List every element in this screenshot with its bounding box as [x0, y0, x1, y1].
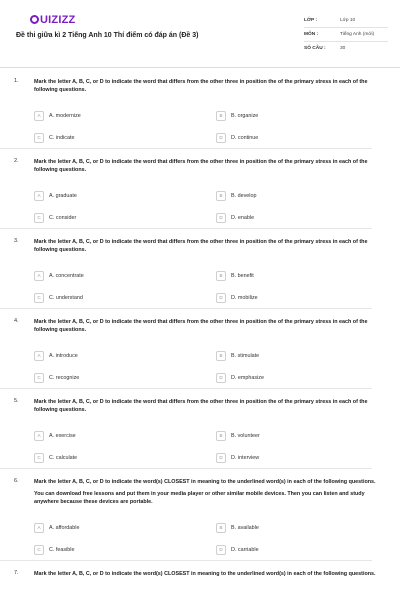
worksheet-header	[0, 0, 400, 68]
answer-option-b[interactable]	[216, 190, 386, 202]
answer-option-c[interactable]	[34, 372, 204, 384]
answer-option-c[interactable]	[34, 544, 204, 556]
option-label: C. feasible	[49, 547, 75, 553]
answer-options	[34, 420, 386, 464]
question-text: Mark the letter A, B, C, or D to indicate the word that differs from the other three in position the of the primary stress in each of the following questions.	[34, 159, 368, 173]
option-letter-box[interactable]: A	[34, 191, 44, 201]
meta-key: SỐ CÂU :	[304, 46, 326, 51]
option-label: B. volunteer	[231, 433, 260, 439]
option-letter-box[interactable]: A	[34, 523, 44, 533]
option-letter-box[interactable]: B	[216, 431, 226, 441]
question-number: 3.	[14, 238, 19, 244]
option-label: D. enable	[231, 215, 255, 221]
answer-option-a[interactable]	[34, 190, 204, 202]
question-text: Mark the letter A, B, C, or D to indicate the word that differs from the other three in position the of the primary stress in each of the following questions.	[34, 399, 368, 413]
option-letter-box[interactable]: D	[216, 545, 226, 555]
question-item	[14, 570, 386, 578]
option-letter-box[interactable]: C	[34, 373, 44, 383]
meta-value: Tiếng Anh (mới)	[340, 32, 375, 37]
option-label: C. consider	[49, 215, 77, 221]
question-item	[14, 158, 386, 224]
option-label: C. recognize	[49, 375, 80, 381]
answer-option-a[interactable]	[34, 430, 204, 442]
question-divider	[0, 308, 372, 309]
worksheet-title: Đề thi giữa kì 2 Tiếng Anh 10 Thí điểm có đáp án (Đề 3)	[16, 32, 199, 39]
question-number: 4.	[14, 318, 19, 324]
answer-option-c[interactable]	[34, 132, 204, 144]
logo-q-icon	[30, 15, 39, 24]
option-label: C. indicate	[49, 135, 75, 141]
option-label: A. affordable	[49, 525, 80, 531]
option-label: D. interview	[231, 455, 260, 461]
option-letter-box[interactable]: B	[216, 523, 226, 533]
option-letter-box[interactable]: D	[216, 453, 226, 463]
option-label: A. graduate	[49, 193, 77, 199]
answer-options	[34, 180, 386, 224]
answer-options	[34, 100, 386, 144]
answer-option-b[interactable]	[216, 430, 386, 442]
answer-option-c[interactable]	[34, 212, 204, 224]
question-text: Mark the letter A, B, C, or D to indicate the word that differs from the other three in position the of the primary stress in each of the following questions.	[34, 239, 368, 253]
answer-option-a[interactable]	[34, 110, 204, 122]
question-number: 5.	[14, 398, 19, 404]
option-label: C. understand	[49, 295, 83, 301]
meta-key: LỚP :	[304, 18, 318, 23]
option-label: C. calculate	[49, 455, 78, 461]
option-label: A. introduce	[49, 353, 78, 359]
option-letter-box[interactable]: D	[216, 373, 226, 383]
meta-question-count	[304, 42, 388, 56]
answer-option-a[interactable]	[34, 350, 204, 362]
question-number: 7.	[14, 570, 19, 576]
question-list	[0, 78, 400, 578]
option-label: B. benefit	[231, 273, 254, 279]
answer-option-c[interactable]	[34, 452, 204, 464]
question-text: Mark the letter A, B, C, or D to indicate the word(s) CLOSEST in meaning to the underlined word(s) in each of the following questions.	[34, 479, 376, 485]
option-label: B. available	[231, 525, 259, 531]
answer-option-d[interactable]	[216, 132, 386, 144]
option-letter-box[interactable]: C	[34, 133, 44, 143]
question-text: Mark the letter A, B, C, or D to indicate the word that differs from the other three in position the of the primary stress in each of the following questions.	[34, 319, 368, 333]
question-passage: You can download free lessons and put them in your media player or other similar mobile devices. Then you can listen and study anywhere because these devices are portable.	[34, 491, 365, 505]
option-label: A. concentrate	[49, 273, 84, 279]
option-label: B. organize	[231, 113, 259, 119]
answer-option-c[interactable]	[34, 292, 204, 304]
question-divider	[0, 388, 372, 389]
logo-text: UIZIZZ	[40, 14, 76, 26]
option-letter-box[interactable]: C	[34, 453, 44, 463]
option-label: D. carriable	[231, 547, 259, 553]
option-letter-box[interactable]: A	[34, 271, 44, 281]
question-divider	[0, 468, 372, 469]
meta-subject	[304, 28, 388, 42]
answer-options	[34, 512, 386, 556]
question-text: Mark the letter A, B, C, or D to indicate the word that differs from the other three in position the of the primary stress in each of the following questions.	[34, 79, 368, 93]
option-label: A. exercise	[49, 433, 76, 439]
answer-option-b[interactable]	[216, 110, 386, 122]
answer-option-d[interactable]	[216, 292, 386, 304]
option-letter-box[interactable]: B	[216, 111, 226, 121]
option-letter-box[interactable]: C	[34, 213, 44, 223]
question-divider	[0, 148, 372, 149]
question-item	[14, 478, 386, 556]
option-label: D. continue	[231, 135, 259, 141]
question-number: 2.	[14, 158, 19, 164]
worksheet-meta	[304, 14, 388, 56]
answer-options	[34, 260, 386, 304]
option-letter-box[interactable]: D	[216, 293, 226, 303]
answer-option-a[interactable]	[34, 270, 204, 282]
question-divider	[0, 228, 372, 229]
option-letter-box[interactable]: D	[216, 133, 226, 143]
question-number: 1.	[14, 78, 19, 84]
option-label: A. modernize	[49, 113, 81, 119]
option-letter-box[interactable]: C	[34, 545, 44, 555]
option-letter-box[interactable]: A	[34, 351, 44, 361]
option-label: B. stimulate	[231, 353, 260, 359]
answer-option-d[interactable]	[216, 544, 386, 556]
answer-option-b[interactable]	[216, 350, 386, 362]
question-item	[14, 398, 386, 464]
option-label: D. mobilize	[231, 295, 258, 301]
option-label: D. emphasize	[231, 375, 264, 381]
option-label: B. develop	[231, 193, 257, 199]
question-text: Mark the letter A, B, C, or D to indicate the word(s) CLOSEST in meaning to the underlined word(s) in each of the following questions.	[34, 571, 376, 577]
question-item	[14, 78, 386, 144]
meta-key: MÔN :	[304, 32, 319, 37]
answer-option-d[interactable]	[216, 372, 386, 384]
answer-options	[34, 340, 386, 384]
answer-option-a[interactable]	[34, 522, 204, 534]
option-letter-box[interactable]: B	[216, 191, 226, 201]
meta-class	[304, 14, 388, 28]
option-letter-box[interactable]: A	[34, 431, 44, 441]
answer-option-b[interactable]	[216, 270, 386, 282]
question-item	[14, 238, 386, 304]
option-letter-box[interactable]: B	[216, 351, 226, 361]
quizizz-logo	[16, 14, 75, 26]
answer-option-d[interactable]	[216, 452, 386, 464]
meta-value: 30	[340, 46, 346, 51]
option-letter-box[interactable]: C	[34, 293, 44, 303]
option-letter-box[interactable]: B	[216, 271, 226, 281]
option-letter-box[interactable]: D	[216, 213, 226, 223]
question-item	[14, 318, 386, 384]
answer-option-d[interactable]	[216, 212, 386, 224]
question-number: 6.	[14, 478, 19, 484]
answer-option-b[interactable]	[216, 522, 386, 534]
option-letter-box[interactable]: A	[34, 111, 44, 121]
question-divider	[0, 560, 372, 561]
meta-value: Lớp 10	[340, 18, 356, 23]
